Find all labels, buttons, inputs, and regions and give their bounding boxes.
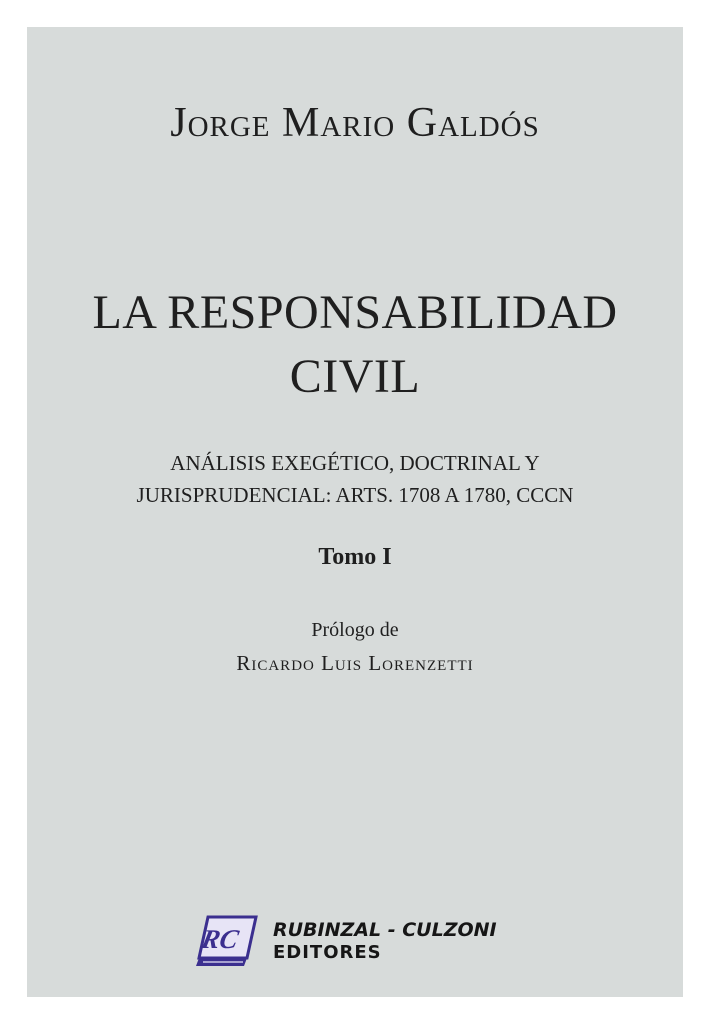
prologue-label: Prólogo de [311,619,399,641]
publisher-logo-text: RC [198,924,242,954]
publisher-subname: EDITORES [273,942,382,963]
publisher-name: RUBINZAL - CULZONI [273,919,497,941]
subtitle-line-2: JURISPRUDENCIAL: ARTS. 1708 A 1780, CCCN [136,483,574,507]
book-cover [27,27,683,997]
book-title-line-2: CIVIL [289,350,421,403]
book-title-line-1: LA RESPONSABILIDAD [92,286,618,339]
volume-label: Tomo I [318,544,392,570]
author-name: Jorge Mario Galdós [170,100,540,146]
publisher-block [195,911,555,975]
prologue-author: Ricardo Luis Lorenzetti [236,651,474,675]
subtitle-line-1: ANÁLISIS EXEGÉTICO, DOCTRINAL Y [170,451,540,475]
book-icon [195,911,263,969]
